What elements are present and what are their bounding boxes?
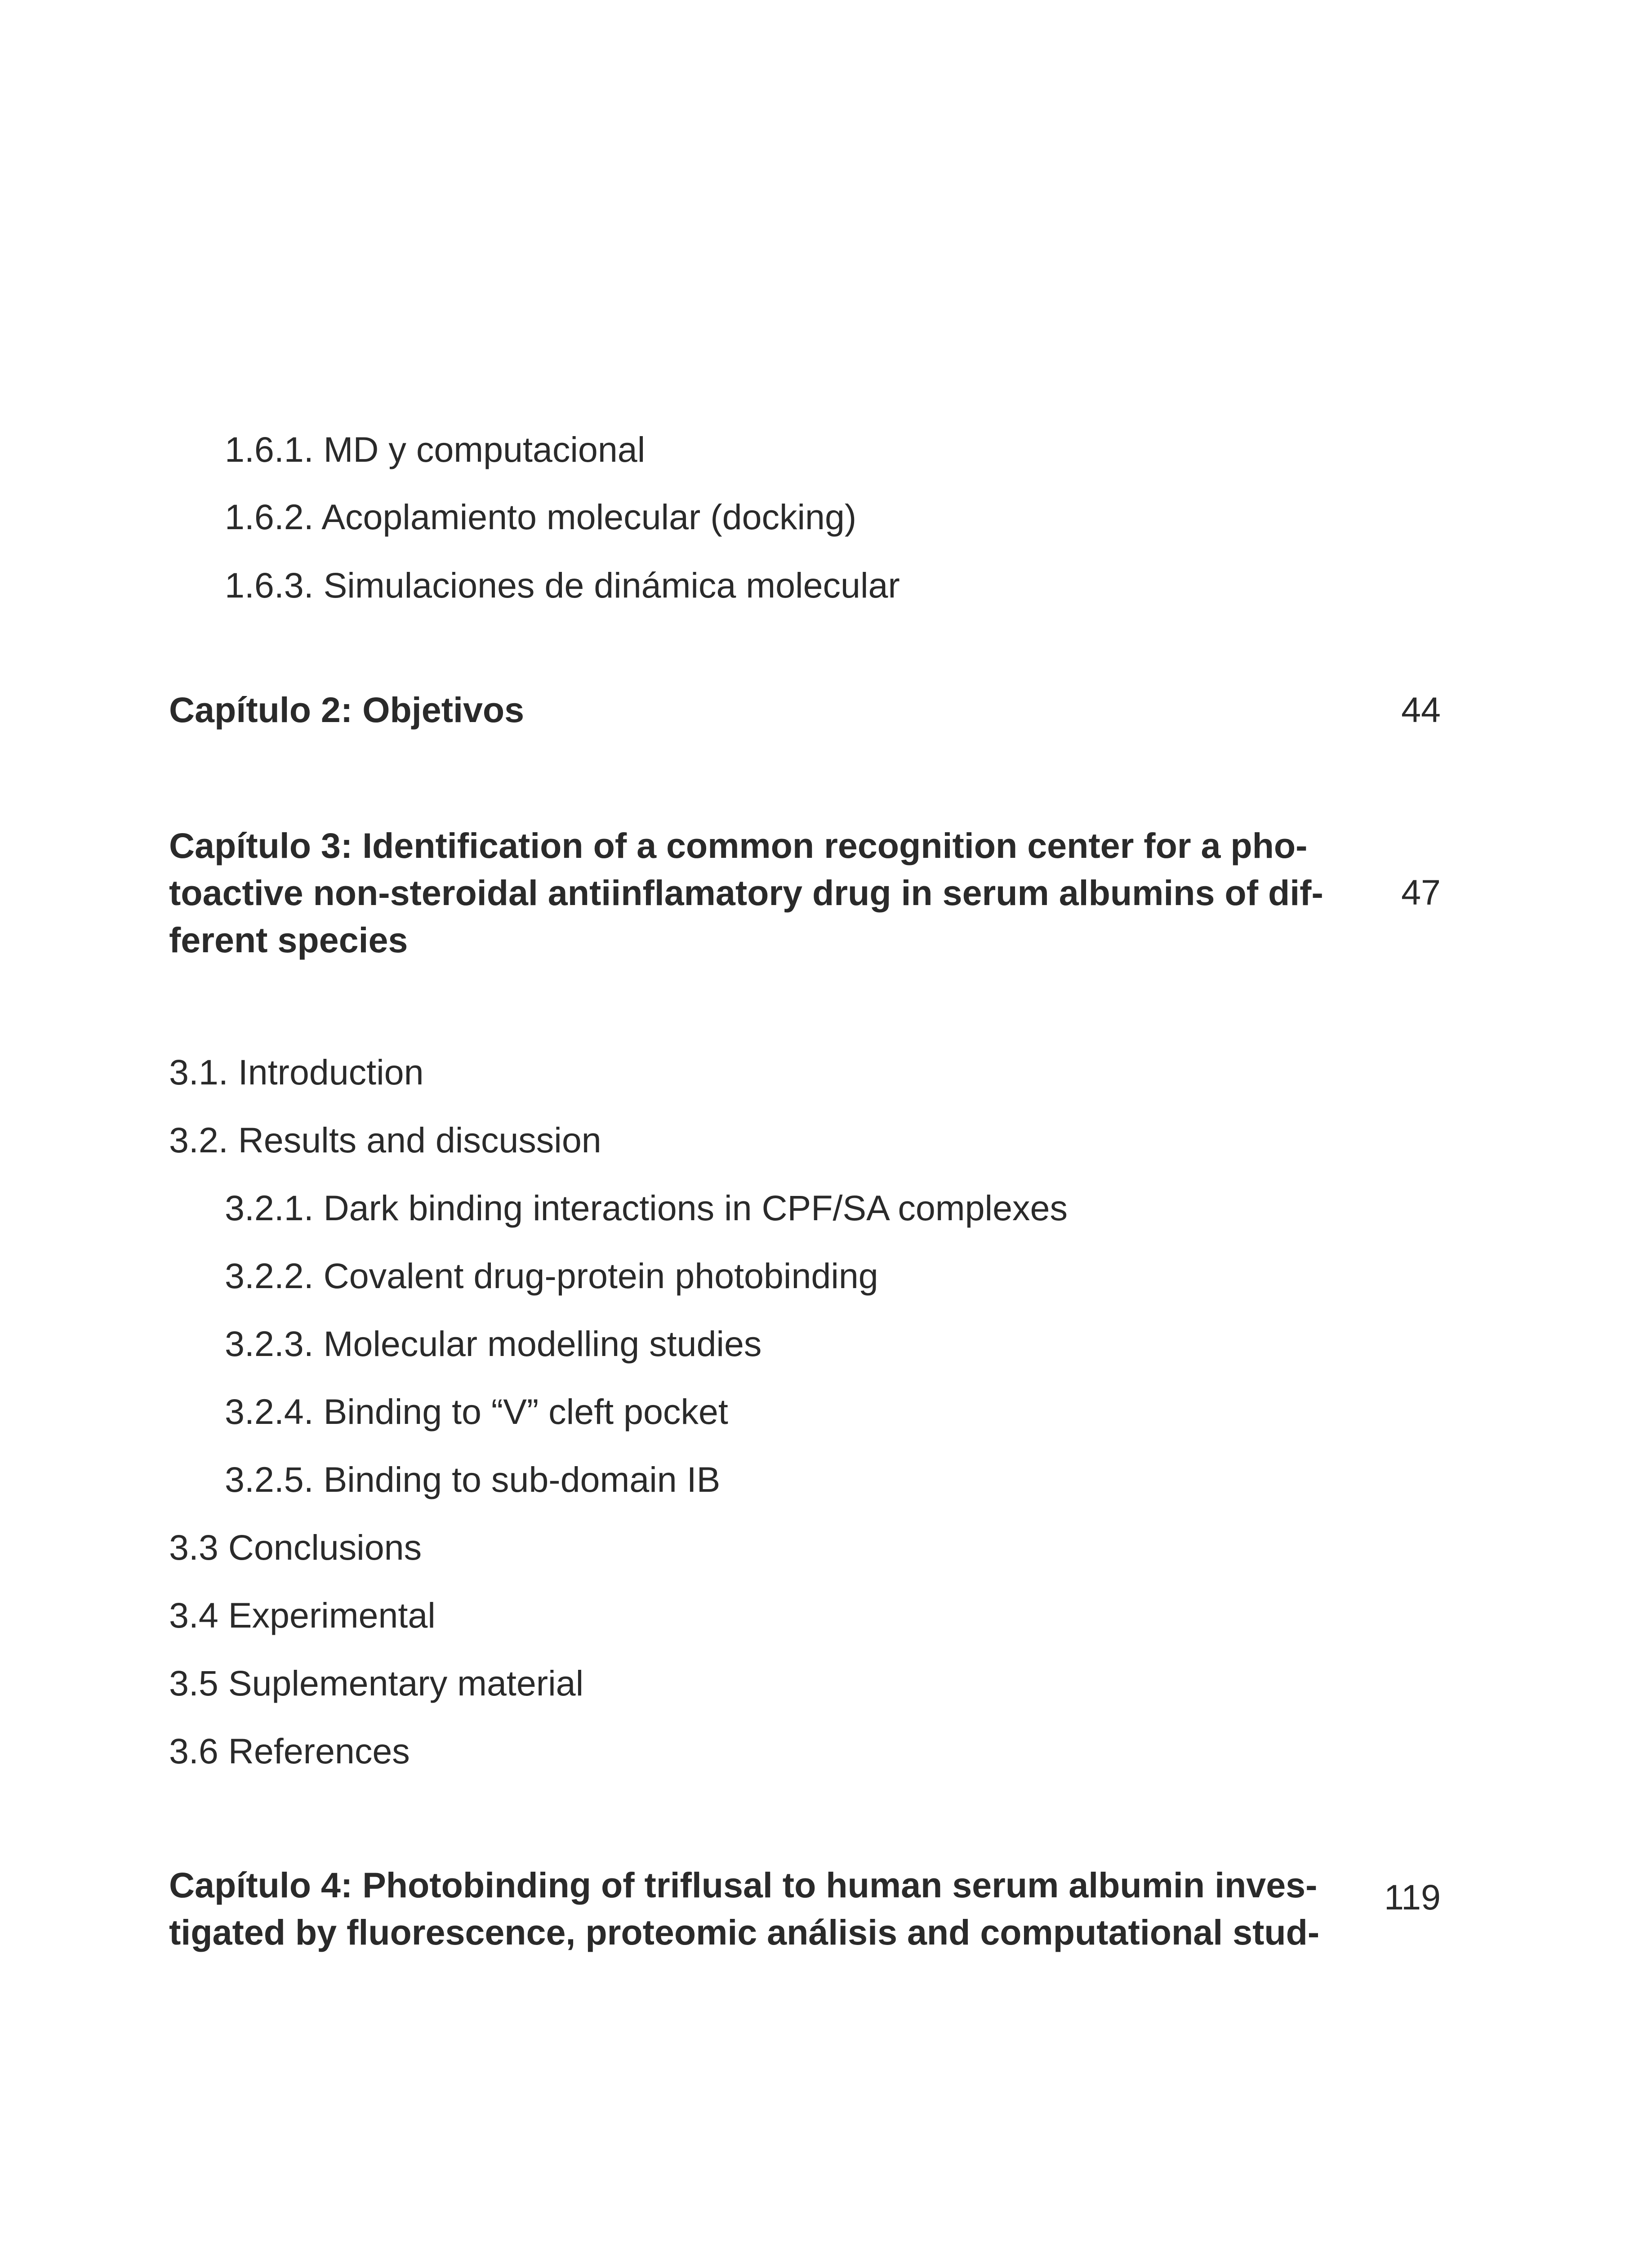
toc-chapter-2-title: Capítulo 2: Objetivos [169, 690, 525, 730]
toc-chapter-3-page: 47 [1401, 872, 1441, 912]
toc-entry-3-2-3: 3.2.3. Molecular modelling studies [225, 1324, 762, 1364]
toc-entry-3-2-5: 3.2.5. Binding to sub-domain IB [225, 1459, 721, 1499]
toc-entry-3-2-4: 3.2.4. Binding to “V” cleft pocket [225, 1392, 728, 1432]
toc-chapter-2-page: 44 [1401, 690, 1441, 730]
toc-chapter-4-title: Capítulo 4: Photobinding of triflusal to human serum albumin inves- tigated by fluorescence, proteomic análisis and computational stud- [169, 1865, 1320, 1952]
toc-entry-3-5: 3.5 Suplementary material [169, 1663, 584, 1703]
toc-entry-3-2-2: 3.2.2. Covalent drug-protein photobinding [225, 1256, 878, 1296]
toc-entry-3-2-1: 3.2.1. Dark binding interactions in CPF/SA complexes [225, 1188, 1068, 1228]
toc-entry-3-3: 3.3 Conclusions [169, 1527, 422, 1567]
toc-entry-1-6-2: 1.6.2. Acoplamiento molecular (docking) [225, 497, 857, 537]
toc-chapter-4-page: 119 [1384, 1877, 1441, 1917]
toc-entry-3-2: 3.2. Results and discussion [169, 1120, 601, 1160]
toc-entry-3-6: 3.6 References [169, 1731, 410, 1771]
toc-chapter-3-title: Capítulo 3: Identification of a common recognition center for a pho- toactive non-steroidal antiinflamatory drug in serum albumins of dif- ferent species [169, 825, 1323, 960]
toc-entry-1-6-1: 1.6.1. MD y computacional [225, 429, 646, 469]
toc-entry-3-4: 3.4 Experimental [169, 1595, 436, 1635]
toc-entry-1-6-3: 1.6.3. Simulaciones de dinámica molecular [225, 565, 900, 605]
toc-entry-3-1: 3.1. Introduction [169, 1052, 424, 1092]
